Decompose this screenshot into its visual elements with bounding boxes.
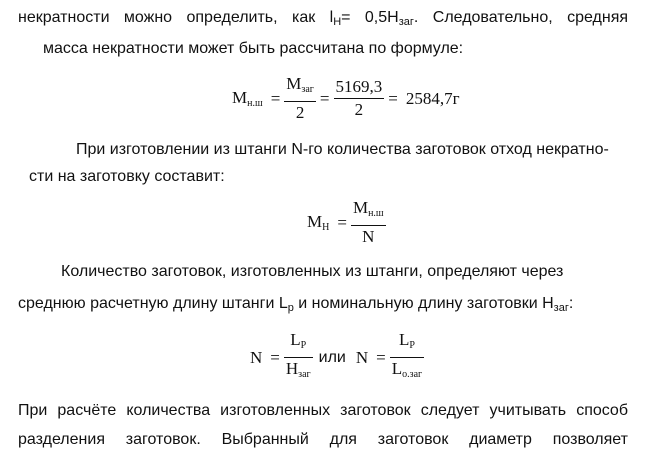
- formula-mass-nekratnosti: [228, 73, 464, 124]
- paragraph-line-3: При изготовлении из штанги N-го количества заготовок отход некратно-: [76, 141, 609, 158]
- text-segment: . Следовательно, средняя: [413, 9, 629, 26]
- text-segment: и номинальную длину заготовки Н: [293, 295, 554, 312]
- equals-sign: =: [376, 347, 386, 367]
- text-segment: = 0,5Н: [341, 9, 399, 26]
- paragraph-line-1: [18, 8, 628, 28]
- formula-lhs: $M_Н$: [307, 212, 330, 233]
- paragraph-line-7: При расчёте количества изготовленных заготовок следует учитывать способ: [18, 402, 628, 419]
- paragraph-line-8: разделения заготовок. Выбранный для заготовок диаметр позволяет: [18, 431, 628, 448]
- formula-result: 2584,7г: [405, 88, 460, 108]
- equals-sign: =: [388, 88, 398, 108]
- paragraph-line-5: Количество заготовок, изготовленных из штанги, определяют через: [61, 263, 564, 280]
- formula-lhs: N: [250, 347, 263, 367]
- fraction-mzag-over-2: $\frac{M_{заг}}{2}$: [286, 74, 314, 122]
- text-segment: среднюю расчетную длину штанги L: [18, 295, 288, 312]
- subscript-zag: заг: [553, 302, 569, 314]
- equals-sign: =: [337, 212, 347, 232]
- paragraph-line-4: сти на заготовку составит:: [29, 168, 225, 185]
- or-word: или: [318, 348, 346, 366]
- formula-lhs: $M_{н.ш}$: [232, 88, 263, 109]
- fraction-mnsh-over-n: $\frac{M_{н.ш}}{N}$: [352, 198, 384, 246]
- fraction-lp-over-hzag: $\frac{L_Р}{Н_{заг}}$: [285, 330, 311, 380]
- text-segment: :: [568, 295, 574, 312]
- equals-sign: =: [270, 347, 280, 367]
- fraction-lp-over-lozag: $\frac{L_Р}{L_{о.заг}}$: [391, 330, 423, 380]
- formula-lhs: N: [355, 347, 369, 367]
- paragraph-line-6: [18, 294, 573, 314]
- subscript-p: р: [287, 302, 294, 314]
- paragraph-line-2: масса некратности может быть рассчитана по формуле:: [43, 40, 464, 57]
- subscript-h: Н: [333, 16, 342, 28]
- formula-mn: [303, 197, 386, 248]
- equals-sign: =: [319, 88, 330, 108]
- equals-sign: =: [270, 88, 281, 108]
- fraction-value: $\frac{5169,3}{2}$: [335, 77, 383, 119]
- formula-n: [246, 329, 424, 386]
- subscript-zag: заг: [398, 16, 414, 28]
- text-segment: некратности можно определить, как l: [18, 9, 334, 26]
